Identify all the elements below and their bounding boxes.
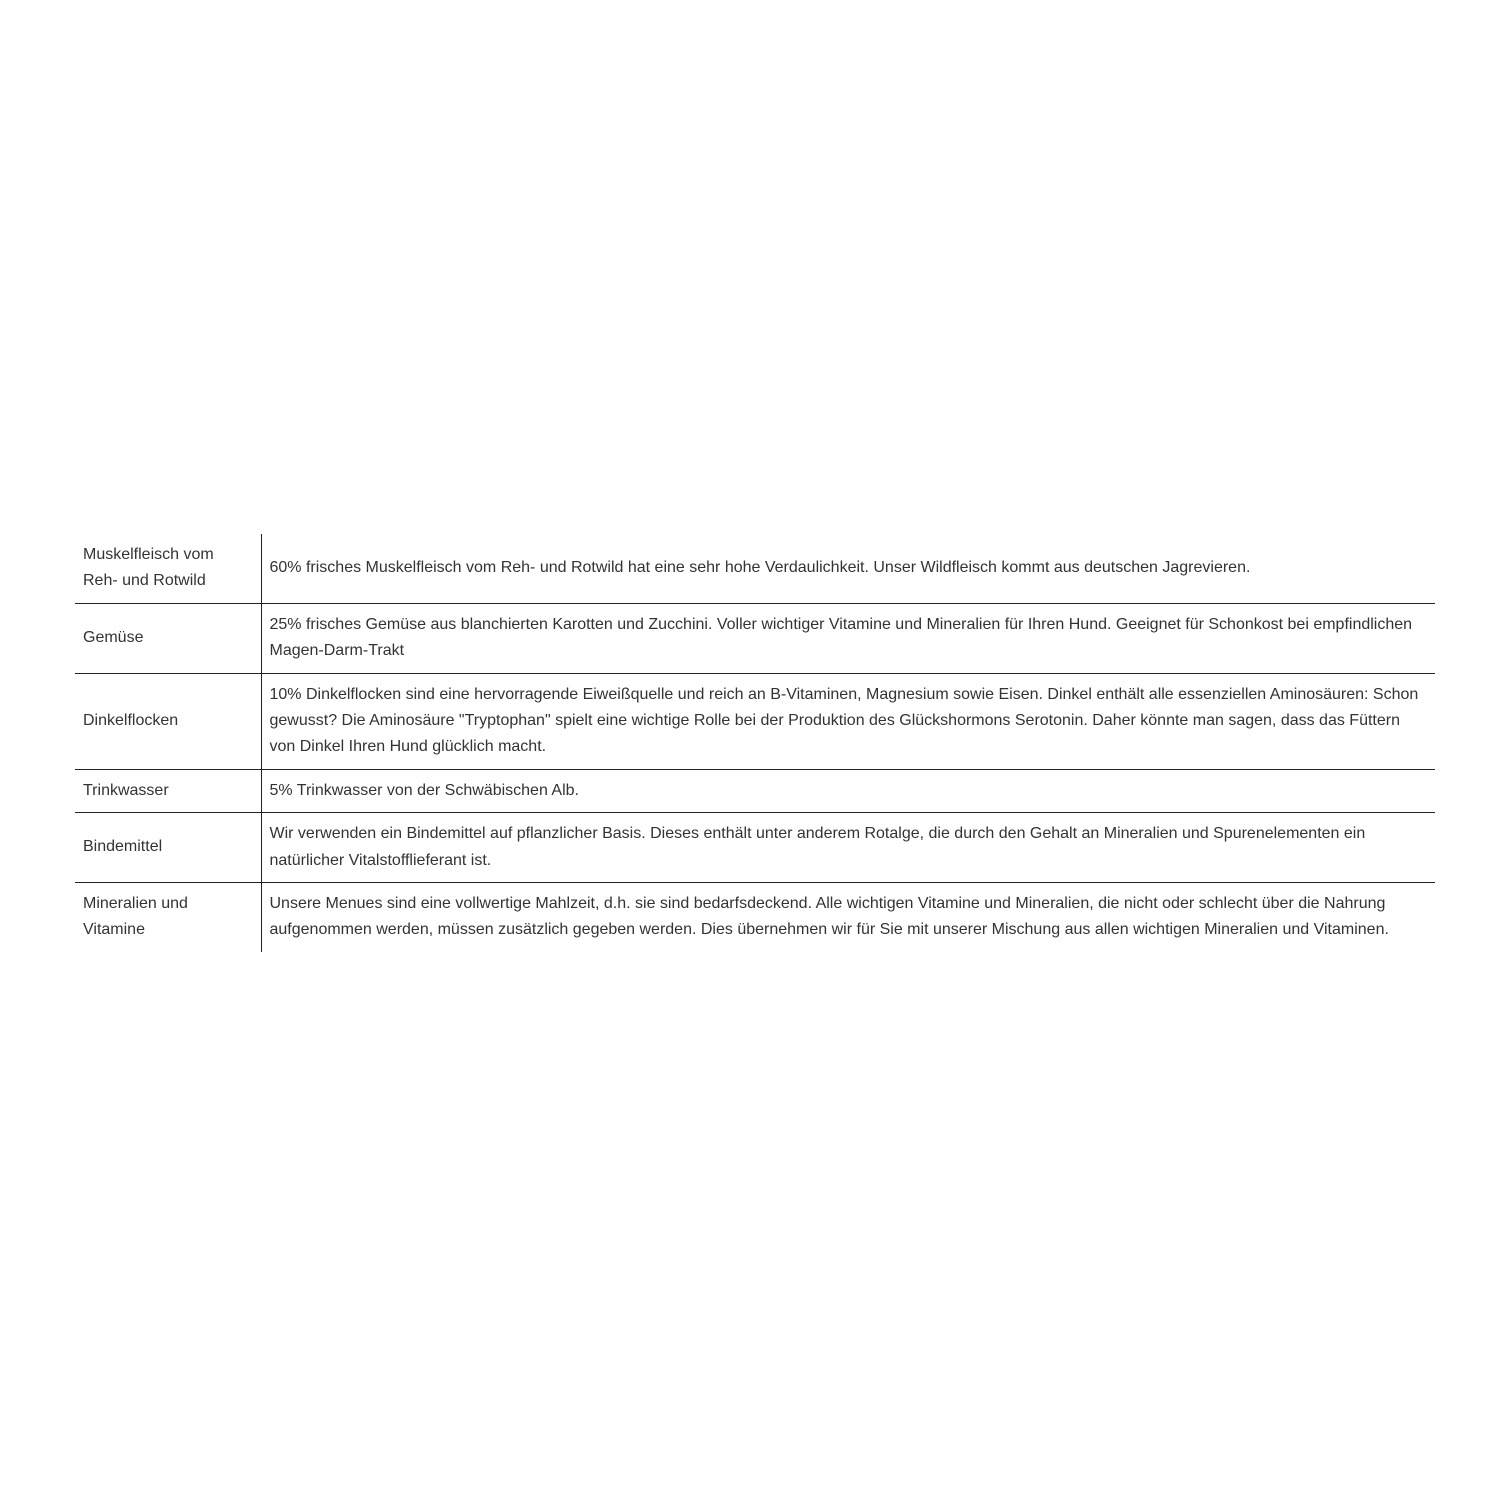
ingredient-name: Bindemittel: [75, 813, 261, 883]
table-row: [75, 534, 1435, 603]
ingredient-description: Wir verwenden ein Bindemittel auf pflanzlicher Basis. Dieses enthält unter anderem Rotalge, die durch den Gehalt an Mineralien und Spurenelementen ein natürlicher Vitalstofflieferant ist.: [261, 813, 1435, 883]
ingredient-name: Dinkelflocken: [75, 673, 261, 769]
ingredient-description: 10% Dinkelflocken sind eine hervorragende Eiweißquelle und reich an B-Vitaminen, Magnesium sowie Eisen. Dinkel enthält alle essenziellen Aminosäuren: Schon gewusst? Die Aminosäure "Tryptophan" spielt eine wichtige Rolle bei der Produktion des Glückshormons Serotonin. Daher könnte man sagen, dass das Füttern von Dinkel Ihren Hund glücklich macht.: [261, 673, 1435, 769]
table-row: [75, 769, 1435, 812]
ingredient-name: Muskelfleisch vom Reh- und Rotwild: [75, 534, 261, 603]
table-row: [75, 603, 1435, 673]
ingredient-description: 25% frisches Gemüse aus blanchierten Karotten und Zucchini. Voller wichtiger Vitamine und Mineralien für Ihren Hund. Geeignet für Schonkost bei empfindlichen Magen-Darm-Trakt: [261, 603, 1435, 673]
ingredients-table: [75, 534, 1435, 952]
table-row: [75, 883, 1435, 952]
ingredient-description: 60% frisches Muskelfleisch vom Reh- und Rotwild hat eine sehr hohe Verdaulichkeit. Unser Wildfleisch kommt aus deutschen Jagrevieren.: [261, 534, 1435, 603]
ingredient-name: Trinkwasser: [75, 769, 261, 812]
table-row: [75, 673, 1435, 769]
ingredient-name: Gemüse: [75, 603, 261, 673]
ingredient-description: Unsere Menues sind eine vollwertige Mahlzeit, d.h. sie sind bedarfsdeckend. Alle wichtigen Vitamine und Mineralien, die nicht oder schlecht über die Nahrung aufgenommen werden, müssen zusätzlich gegeben werden. Dies übernehmen wir für Sie mit unserer Mischung aus allen wichtigen Mineralien und Vitaminen.: [269, 895, 1389, 939]
table-row: [75, 813, 1435, 883]
ingredient-description: 5% Trinkwasser von der Schwäbischen Alb.: [261, 769, 1435, 812]
ingredient-name: Mineralien und Vitamine: [75, 883, 261, 952]
